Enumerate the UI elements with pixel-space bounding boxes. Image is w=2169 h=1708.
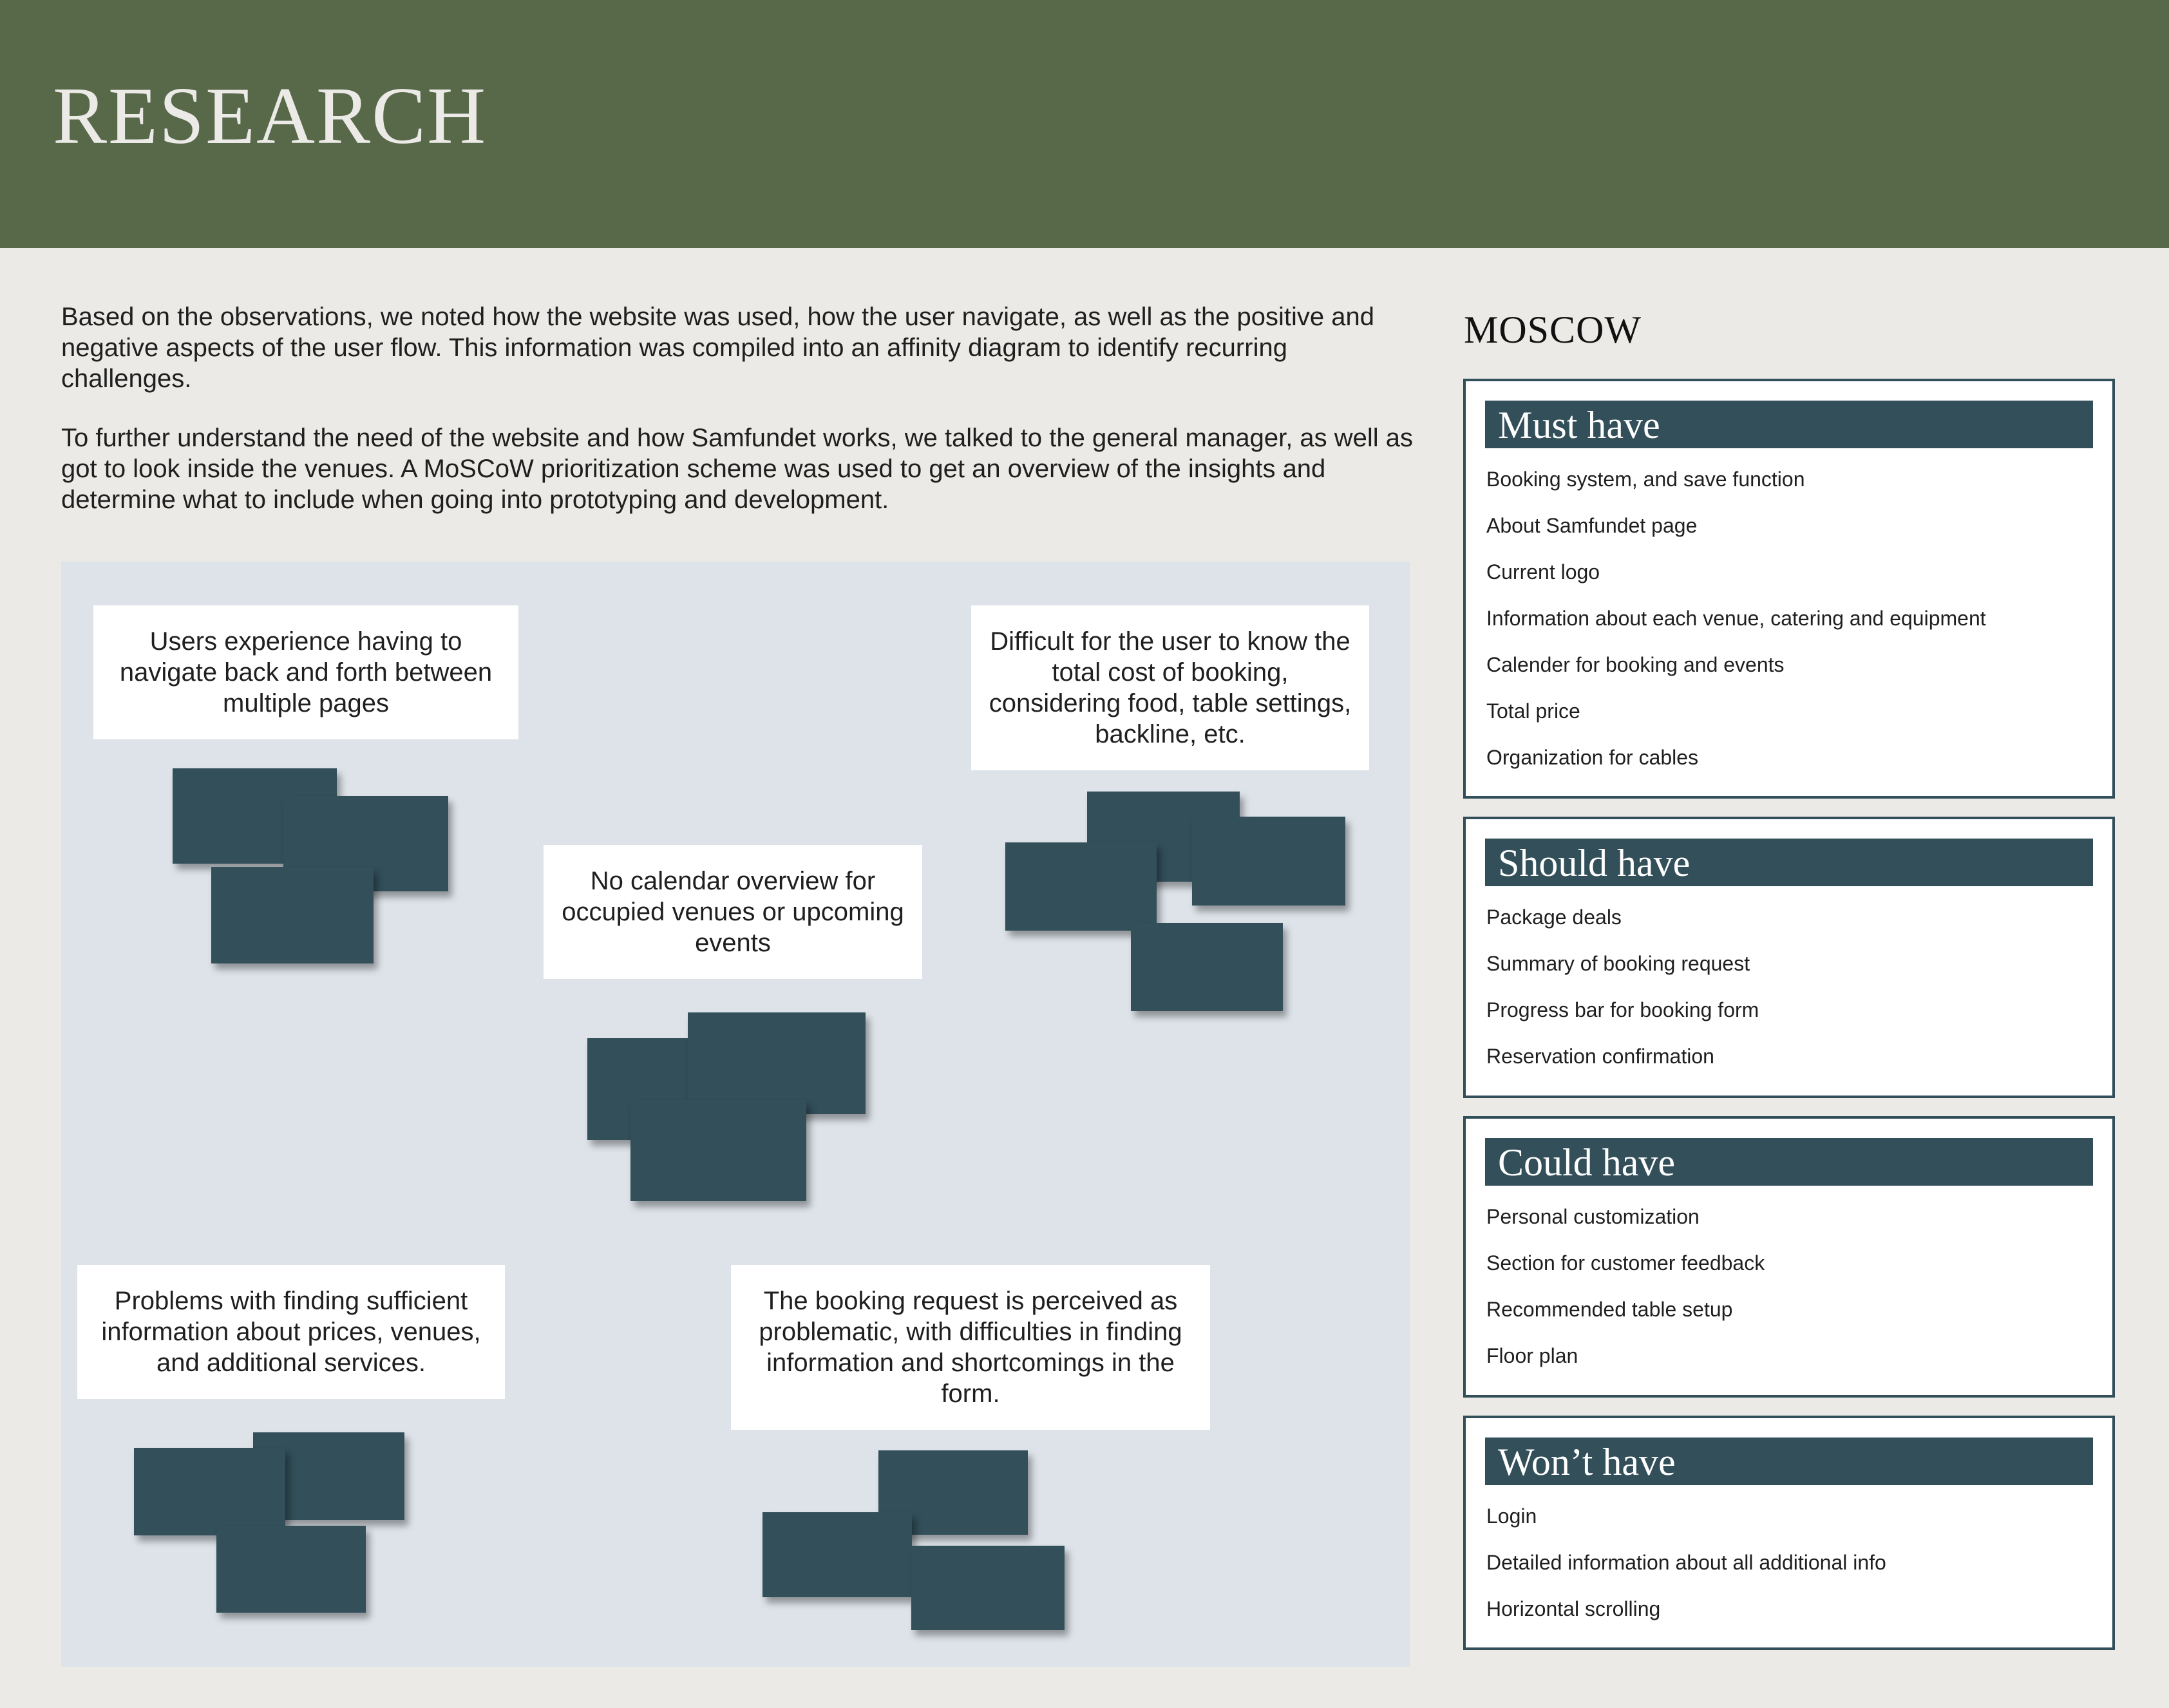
wont-have-heading: Won’t have	[1485, 1438, 2093, 1485]
list-item: Login	[1486, 1504, 1537, 1528]
list-item: Information about each venue, catering and equipment	[1486, 607, 1986, 630]
list-item: Organization for cables	[1486, 746, 1699, 769]
should-have-box	[1463, 817, 2115, 1098]
list-item: Section for customer feedback	[1486, 1251, 1765, 1275]
affinity-note: Problems with finding sufficient information about prices, venues, and additional services.	[77, 1265, 505, 1399]
could-have-heading: Could have	[1485, 1138, 2093, 1186]
should-have-heading: Should have	[1485, 839, 2093, 886]
list-item: Progress bar for booking form	[1486, 998, 1759, 1021]
list-item: About Samfundet page	[1486, 514, 1698, 537]
must-have-heading: Must have	[1485, 401, 2093, 448]
list-item: Calender for booking and events	[1486, 653, 1785, 676]
affinity-note: Difficult for the user to know the total cost of booking, considering food, table settings, backline, etc.	[971, 605, 1369, 770]
could-have-list	[1486, 1204, 2099, 1389]
intro-paragraph-2: To further understand the need of the website and how Samfundet works, we talked to the general manager, as well as got to look inside the venues. A MoSCoW prioritization scheme was used to get an overview of the insights and determine what to include when going into prototyping and development.	[61, 424, 1414, 514]
list-item: Horizontal scrolling	[1486, 1597, 1661, 1620]
sticky-note	[630, 1100, 806, 1201]
affinity-note: The booking request is perceived as problematic, with difficulties in finding information and shortcomings in the form.	[731, 1265, 1210, 1430]
sticky-note	[134, 1448, 285, 1535]
intro-text	[61, 301, 1420, 544]
list-item: Current logo	[1486, 560, 1600, 584]
affinity-note: Users experience having to navigate back and forth between multiple pages	[93, 605, 518, 739]
must-have-list	[1486, 466, 2099, 791]
list-item: Total price	[1486, 699, 1580, 723]
list-item: Personal customization	[1486, 1205, 1700, 1228]
list-item: Package deals	[1486, 906, 1622, 929]
list-item: Summary of booking request	[1486, 952, 1750, 975]
list-item: Booking system, and save function	[1486, 468, 1805, 491]
moscow-title: MOSCOW	[1464, 308, 1642, 351]
wont-have-list	[1486, 1503, 2099, 1642]
affinity-note: No calendar overview for occupied venues or upcoming events	[544, 845, 922, 979]
must-have-box	[1463, 379, 2115, 799]
list-item: Detailed information about all additional info	[1486, 1551, 1886, 1574]
should-have-list	[1486, 904, 2099, 1090]
list-item: Recommended table setup	[1486, 1298, 1733, 1321]
list-item: Reservation confirmation	[1486, 1045, 1714, 1068]
sticky-note	[911, 1546, 1065, 1630]
wont-have-box	[1463, 1416, 2115, 1650]
page-title: RESEARCH	[53, 71, 488, 161]
sticky-note	[762, 1512, 912, 1597]
sticky-note	[1005, 842, 1157, 931]
sticky-note	[1192, 817, 1345, 906]
list-item: Floor plan	[1486, 1344, 1578, 1367]
affinity-diagram	[61, 562, 1410, 1667]
sticky-note	[1131, 923, 1283, 1011]
sticky-note	[211, 867, 374, 963]
sticky-note	[216, 1526, 366, 1613]
page-header	[0, 0, 2169, 248]
intro-paragraph-1: Based on the observations, we noted how the website was used, how the user navigate, as well as the positive and negative aspects of the user flow. This information was compiled into an affinity diagram to identify recurring challenges.	[61, 303, 1375, 393]
sticky-note	[688, 1012, 866, 1114]
could-have-box	[1463, 1116, 2115, 1398]
